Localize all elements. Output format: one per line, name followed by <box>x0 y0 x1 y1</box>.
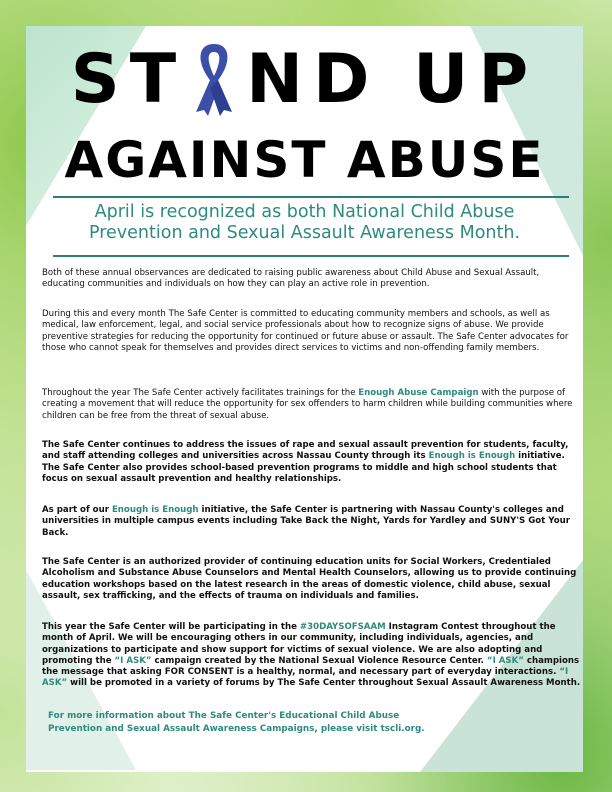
top-divider <box>53 196 569 198</box>
p7-text-d: champions the message that asking FOR CONSENT is a healthy, normal, and necessary part of everyday interactions. <box>42 655 580 678</box>
i-ask-highlight-3: “I ASK” <box>42 667 569 689</box>
headline-part-nd-up: ND UP <box>246 40 539 119</box>
p7-text-e: will be promoted in a variety of forums by The Safe Center throughout Sexual Assault Awareness Month. <box>67 678 581 689</box>
subtitle <box>26 202 583 244</box>
i-ask-highlight-1: “I ASK” <box>114 655 152 666</box>
paragraph-1: Both of these annual observances are dedicated to raising public awareness about Child Abuse and Sexual Assault, educating communities and individuals on how they can play an active role in prevention. <box>42 268 540 290</box>
paragraph-3 <box>42 388 582 422</box>
subtitle-line-2: Prevention and Sexual Assault Awareness Month. <box>88 223 521 243</box>
paragraph-6: The Safe Center is an authorized provider of continuing education units for Social Workers, Credentialed Alcoholism and Substance Abuse Counselors and Mental Health Counselors, allowing us to provide continuing education workshops based on the latest research in the areas of domestic violence, child abuse, sexual assault, sex trafficking, and the effects of trauma on individuals and families. <box>42 557 577 601</box>
p7-text-b: Instagram Contest throughout the month of April. We will be encouraging others in our community, including individuals, agencies, and organizations to participate and show support for victims of sexual violence. We are also adopting and promoting the <box>42 622 556 666</box>
p7-text-a: This year the Safe Center will be participating in the <box>42 622 300 632</box>
p3-text-a: Throughout the year The Safe Center actively facilitates trainings for the <box>42 388 359 398</box>
paragraph-5 <box>42 505 582 539</box>
footer-line-1: For more information about The Safe Center's Educational Child Abuse <box>48 711 400 721</box>
p5-text-a: As part of our <box>42 505 112 515</box>
enough-is-enough-link-2: Enough is Enough <box>111 505 199 515</box>
p4-text-b: initiative. The Safe Center also provides school-based prevention programs to middle and high school students that focus on sexual assault prevention and healthy relationships. <box>42 451 565 484</box>
p3-text-b: with the purpose of creating a movement that will reduce the opportunity for sex offenders to harm children while building communities where children can be free from the threat of sexual abuse. <box>42 388 573 421</box>
subtitle-line-1: April is recognized as both National Child Abuse <box>94 202 515 222</box>
p5-text-b: initiative, the Safe Center is partnering with Nassau County's colleges and universities in multiple campus events including Take Back the Night, Yards for Yardley and SUNY'S Got Your Back. <box>42 505 570 538</box>
paragraph-4 <box>42 440 582 485</box>
bottom-divider <box>53 255 569 257</box>
headline-part-st: ST <box>70 40 187 119</box>
headline-stand-up <box>26 40 583 120</box>
paragraph-7 <box>42 622 582 690</box>
footer-line-2: Prevention and Sexual Assault Awareness Campaigns, please visit tscli.org. <box>48 724 425 734</box>
paragraph-2: During this and every month The Safe Center is committed to educating community members and schools, as well as medical, law enforcement, legal, and social service professionals about how to recognize signs of abuse. We provide preventive strategies for reducing the opportunity for continued or future abuse or assault. The Safe Center advocates for those who cannot speak for themselves and provides direct services to victims and non-offending family members. <box>42 309 569 353</box>
enough-is-enough-link: Enough is Enough <box>428 451 516 462</box>
i-ask-highlight-2: “I ASK” <box>486 655 524 666</box>
footer-info <box>48 710 568 736</box>
hashtag-30daysofsaam: #30DAYSOFSAAM <box>299 622 386 632</box>
headline-against-abuse: AGAINST ABUSE <box>64 131 545 189</box>
p4-text-a: The Safe Center continues to address the issues of rape and sexual assault prevention for students, faculty, and staff attending colleges and universities across Nassau County through its <box>42 440 569 462</box>
awareness-ribbon-icon <box>188 42 240 108</box>
p7-text-c: campaign created by the National Sexual Violence Resource Center. <box>151 655 487 666</box>
enough-abuse-campaign-link: Enough Abuse Campaign <box>358 388 479 398</box>
